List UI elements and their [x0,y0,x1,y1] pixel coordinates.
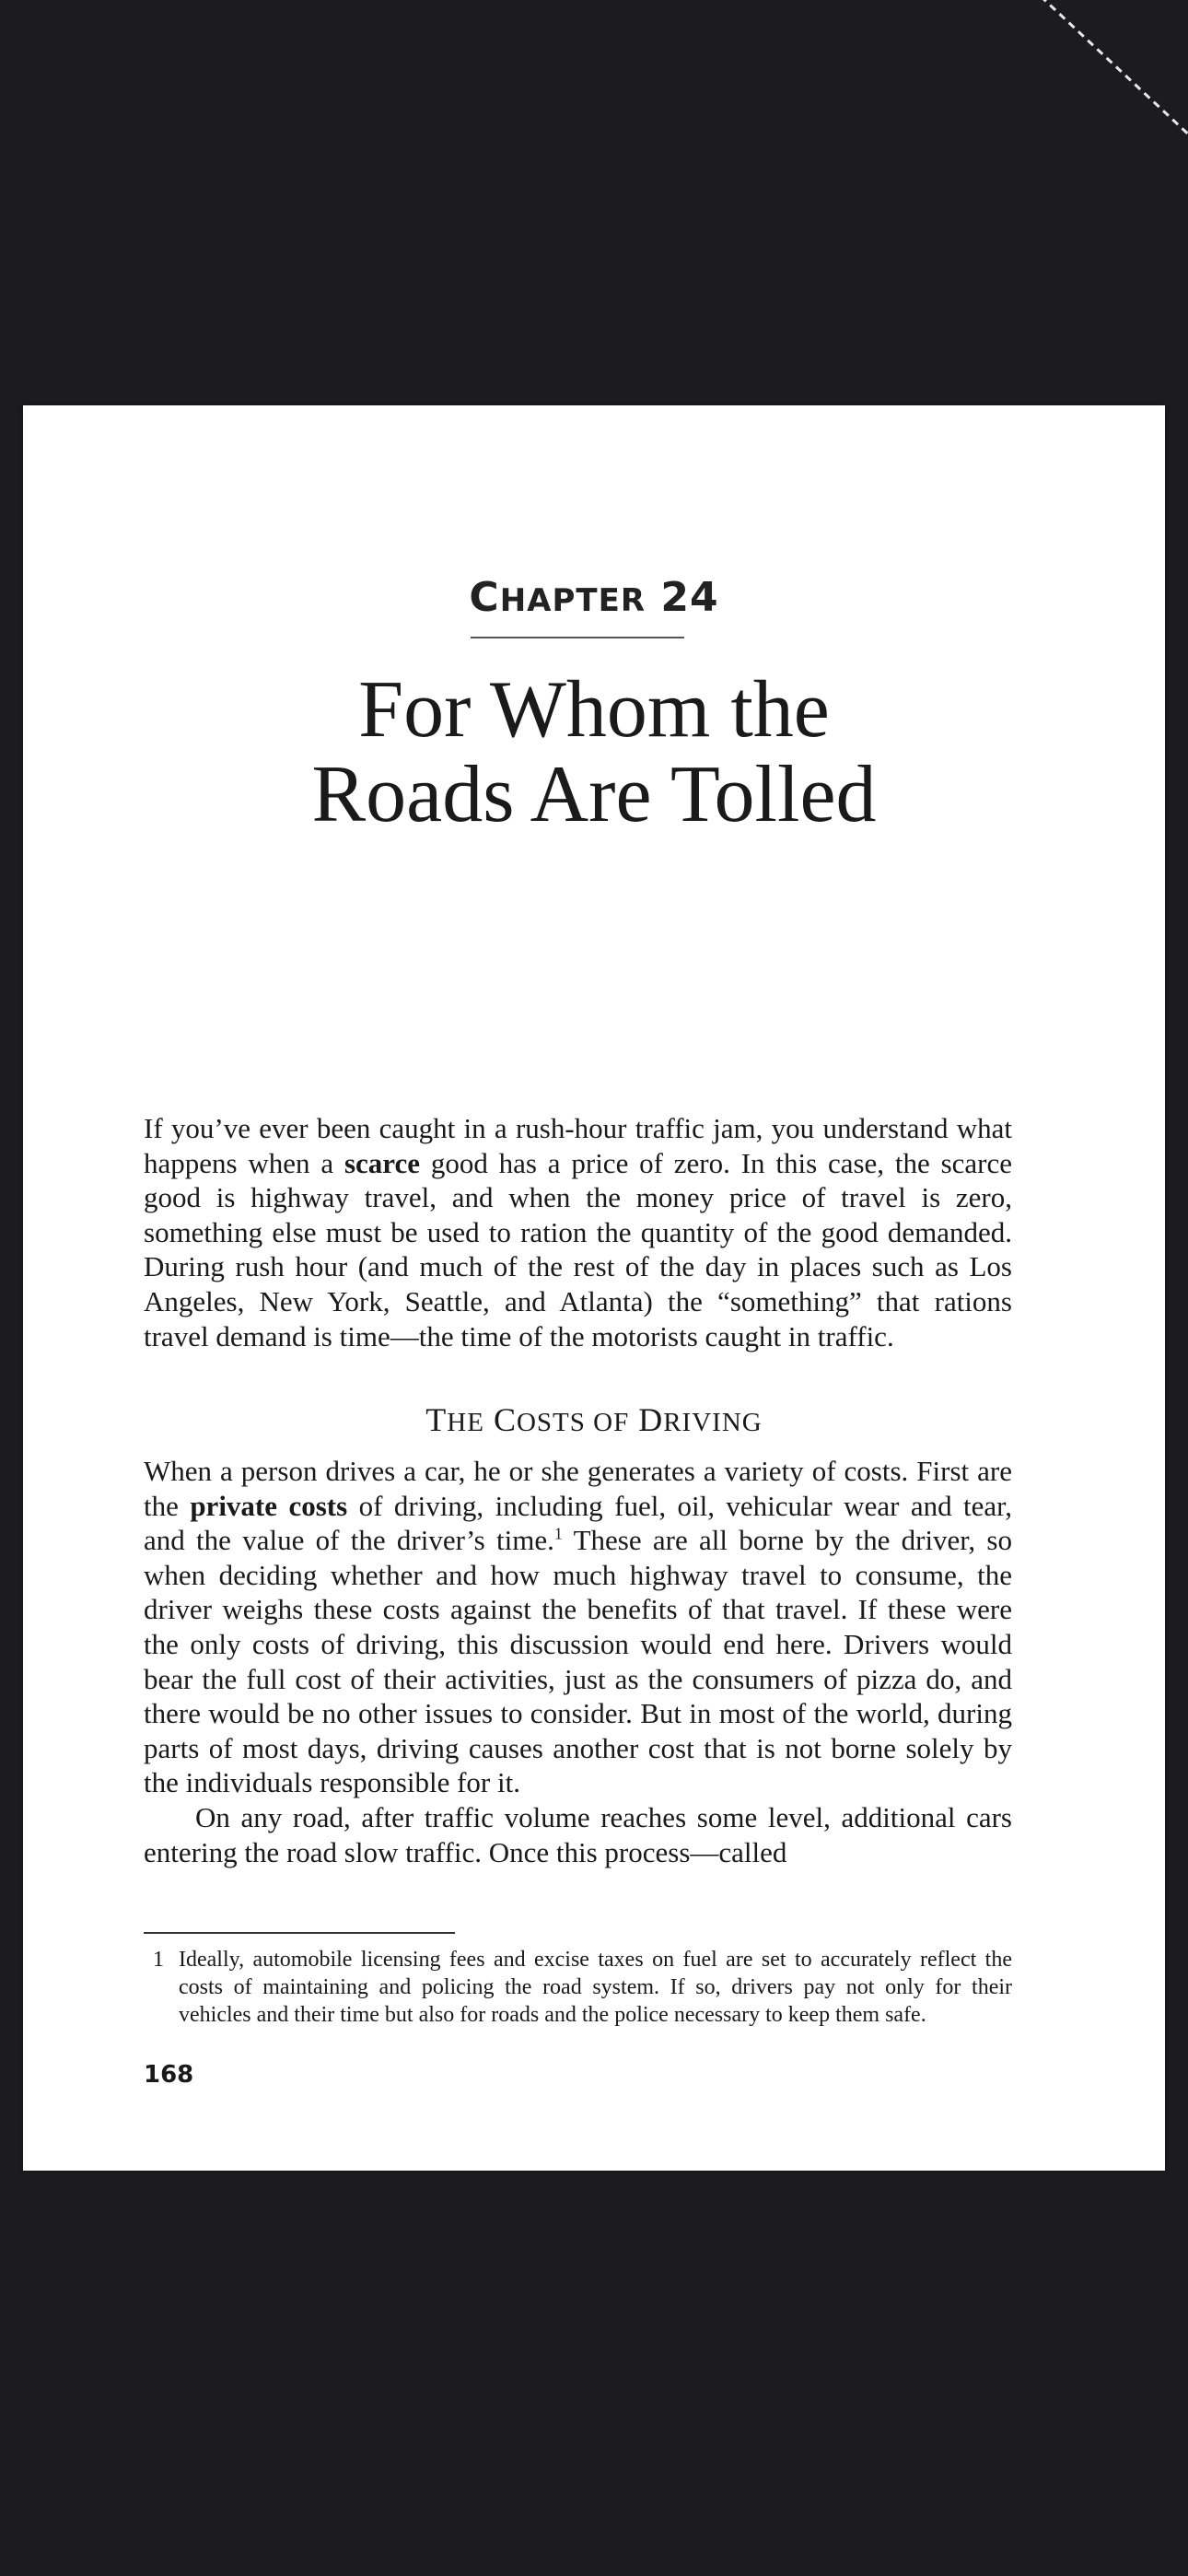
footnote-reference: 1 [553,1524,563,1543]
footnote-text: Ideally, automobile licensing fees and excise taxes on fuel are set to accurately reflect the costs of maintaining and policing the road system. If so, drivers pay not only for their vehicles and their time but also for roads and the police necessary to keep them safe. [179,1948,1012,2027]
section-heading: THE COSTS OF DRIVING [425,1401,763,1438]
keyword-private-costs: private costs [190,1489,348,1522]
section-body [144,1454,1012,1869]
page-curl-dashed-line [1031,0,1188,147]
chapter-rule [471,637,684,638]
chapter-label: CHAPTER 24 [469,574,719,621]
chapter-number: 24 [660,574,719,621]
footnote [144,1946,1012,2029]
footnote-rule [144,1932,455,1934]
section-paragraph-1: When a person drives a car, he or she generates a variety of costs. First are the private costs of driving, including fuel, oil, vehicular wear and tear, and the value of the driver’s time.$^1$ These are all borne by the driver, so when deciding whether and how much highway travel to consume, the driver weighs these costs against the benefits of that travel. If these were the only costs of driving, this discussion would end here. Drivers would bear the full cost of their activities, just as the consumers of pizza do, and there would be no other issues to consider. But in most of the world, during parts of most days, driving causes another cost that is not borne solely by the individuals responsible for it. [144,1455,1012,1799]
book-page [23,405,1165,2171]
page-number: 168 [144,2061,194,2089]
chapter-title: For Whom the Roads Are Tolled [311,665,877,839]
keyword-scarce: scarce [344,1146,420,1179]
section-paragraph-2: On any road, after traffic volume reaches some level, additional cars entering the road slow traffic. Once this process—called [144,1800,1012,1868]
footnote-number: 1 [153,1948,164,1972]
intro-paragraph: If you’ve ever been caught in a rush-hour traffic jam, you understand what happens when a scarce good has a price of zero. In this case, the scarce good is highway travel, and when the money price of travel is zero, something else must be used to ration the quantity of the good demanded. During rush hour (and much of the rest of the day in places such as Los Angeles, New York, Seattle, and Atlanta) the “something” that rations travel demand is time—the time of the motorists caught in traffic. [144,1112,1012,1352]
